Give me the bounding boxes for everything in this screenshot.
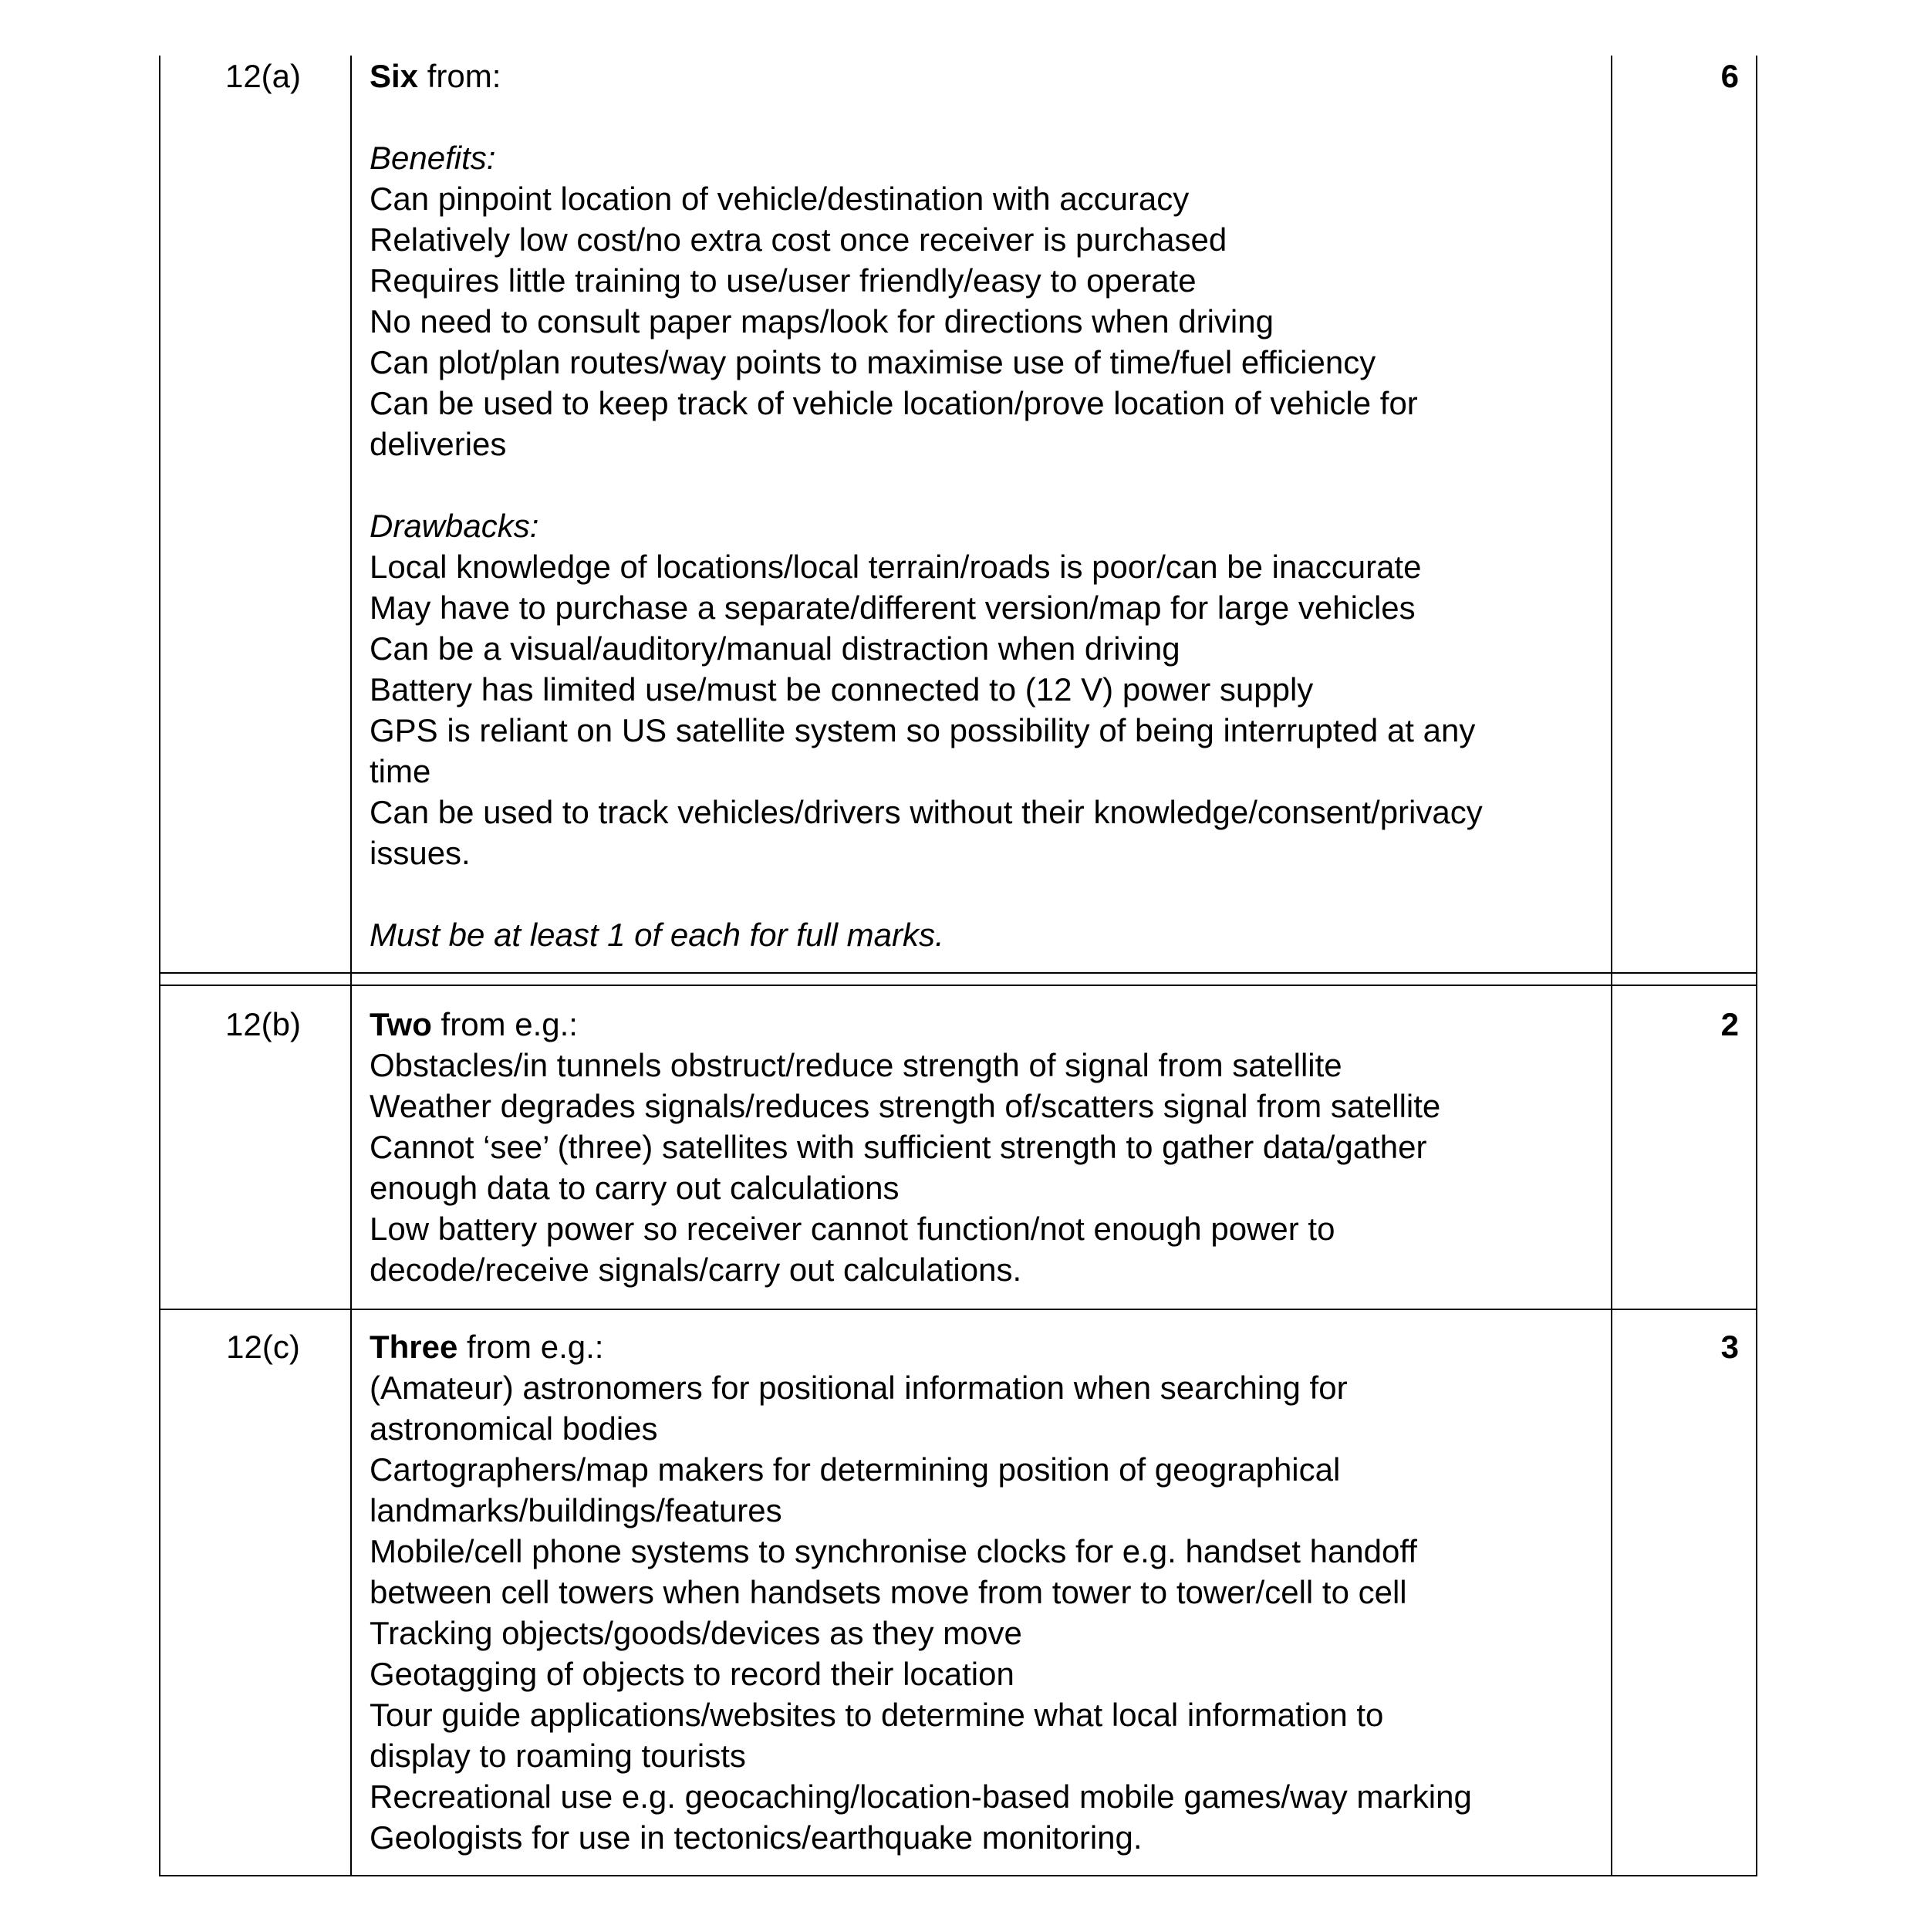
answer-line: Tracking objects/goods/devices as they move [370,1615,1022,1651]
benefit-item: No need to consult paper maps/look for directions when driving [370,303,1274,339]
answer-line: astronomical bodies [370,1410,658,1447]
drawback-item: time [370,753,431,789]
answer-line: Tour guide applications/websites to determine what local information to [370,1697,1384,1733]
drawback-item: GPS is reliant on US satellite system so possibility of being interrupted at any [370,712,1476,748]
drawback-item: May have to purchase a separate/different version/map for large vehicles [370,589,1416,626]
benefit-item: Requires little training to use/user friendly/easy to operate [370,262,1197,299]
drawback-item: Can be used to track vehicles/drivers without their knowledge/consent/privacy [370,794,1483,830]
answer-cell [370,1004,1604,1290]
row-divider-a-b-top [159,972,1757,974]
intro-text: from e.g.: [457,1329,604,1365]
benefit-item: deliveries [370,426,507,462]
column-divider-marks [1611,56,1612,1876]
answer-line: Geotagging of objects to record their location [370,1656,1014,1692]
answer-line: Geologists for use in tectonics/earthquake monitoring. [370,1819,1143,1856]
column-divider-question [350,56,352,1876]
drawback-item: issues. [370,835,471,871]
answer-intro [370,1326,1604,1367]
marking-note: Must be at least 1 of each for full marks. [370,917,944,953]
question-number: 12(a) [224,58,302,94]
benefit-item: Can be used to keep track of vehicle location/prove location of vehicle for [370,385,1418,421]
intro-text: from: [418,58,501,94]
row-divider-b-c [159,1309,1757,1310]
answer-line: Obstacles/in tunnels obstruct/reduce strength of signal from satellite [370,1047,1342,1083]
marks-value: 3 [1720,1329,1739,1365]
row-divider-a-b-bottom [159,985,1757,986]
table-border-bottom [159,1875,1757,1876]
benefit-item: Relatively low cost/no extra cost once receiver is purchased [370,221,1227,258]
question-number: 12(b) [224,1006,302,1042]
answer-line: decode/receive signals/carry out calculations. [370,1251,1022,1288]
drawback-item: Local knowledge of locations/local terrain/roads is poor/can be inaccurate [370,549,1422,585]
answer-line: (Amateur) astronomers for positional information when searching for [370,1370,1348,1406]
drawback-item: Battery has limited use/must be connected to (12 V) power supply [370,671,1314,708]
intro-text: from e.g.: [431,1006,578,1042]
answer-line: Low battery power so receiver cannot function/not enough power to [370,1211,1335,1247]
answer-line: Weather degrades signals/reduces strength of/scatters signal from satellite [370,1088,1441,1124]
answer-intro [370,56,1604,96]
table-border-right [1756,56,1757,1876]
benefit-item: Can pinpoint location of vehicle/destination with accuracy [370,181,1190,217]
answer-line: between cell towers when handsets move from tower to tower/cell to cell [370,1574,1407,1610]
answer-line: Cannot ‘see’ (three) satellites with sufficient strength to gather data/gather [370,1129,1427,1165]
answer-line: display to roaming tourists [370,1738,746,1774]
intro-count: Three [370,1329,458,1365]
drawback-item: Can be a visual/auditory/manual distraction when driving [370,630,1180,667]
marks-value: 2 [1720,1006,1739,1042]
intro-count: Two [370,1006,432,1042]
answer-line: Recreational use e.g. geocaching/location-based mobile games/way marking [370,1778,1472,1815]
answer-line: Cartographers/map makers for determining position of geographical [370,1451,1341,1488]
mark-scheme-table [159,56,1757,1876]
answer-line: enough data to carry out calculations [370,1170,900,1206]
answer-line: Mobile/cell phone systems to synchronise clocks for e.g. handset handoff [370,1533,1417,1569]
answer-cell [370,56,1604,955]
intro-count: Six [370,58,419,94]
benefit-item: Can plot/plan routes/way points to maximise use of time/fuel efficiency [370,344,1376,380]
answer-intro [370,1004,1604,1045]
table-border-left [159,56,160,1876]
answer-cell [370,1326,1604,1858]
question-number: 12(c) [226,1329,300,1365]
drawbacks-heading: Drawbacks: [370,508,539,544]
benefits-heading: Benefits: [370,140,496,176]
marks-value: 6 [1720,58,1739,94]
answer-line: landmarks/buildings/features [370,1492,782,1528]
